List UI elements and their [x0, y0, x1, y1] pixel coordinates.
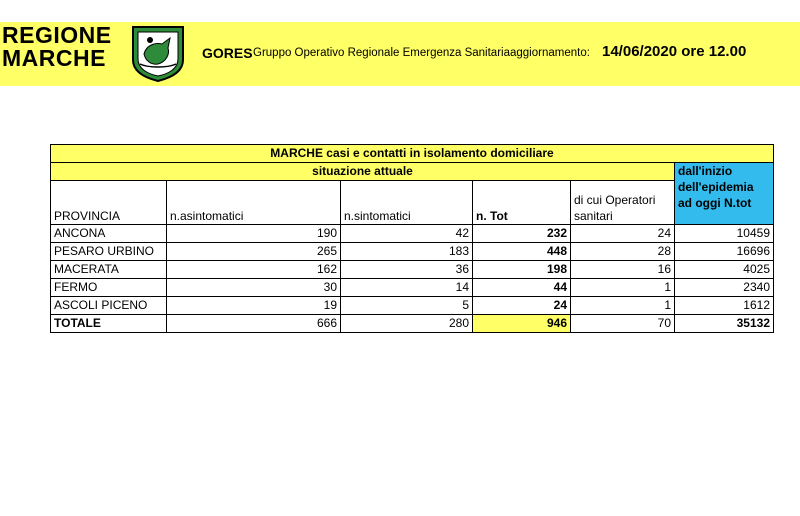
- cell-totale_epidemia: 4025: [675, 261, 774, 279]
- org-name: GORES: [202, 45, 253, 61]
- col-header-operatori: di cui Operatori sanitari: [571, 181, 675, 225]
- col-header-tot: n. Tot: [473, 181, 571, 225]
- total-asintomatici: 666: [167, 315, 341, 333]
- cell-tot: 24: [473, 297, 571, 315]
- cell-sintomatici: 36: [341, 261, 473, 279]
- cell-sintomatici: 14: [341, 279, 473, 297]
- total-label: TOTALE: [51, 315, 167, 333]
- cell-operatori: 1: [571, 279, 675, 297]
- cell-provincia: ASCOLI PICENO: [51, 297, 167, 315]
- table-header-row: [51, 181, 774, 225]
- table-subtitle-row: [51, 163, 774, 181]
- cell-operatori: 16: [571, 261, 675, 279]
- table-row: [51, 243, 774, 261]
- table-title-row: [51, 145, 774, 163]
- cell-totale_epidemia: 16696: [675, 243, 774, 261]
- cell-totale_epidemia: 2340: [675, 279, 774, 297]
- total-tot: 946: [473, 315, 571, 333]
- table-row: [51, 279, 774, 297]
- cell-sintomatici: 183: [341, 243, 473, 261]
- cell-operatori: 28: [571, 243, 675, 261]
- table-row: [51, 297, 774, 315]
- logo-line-1: REGIONE: [2, 22, 112, 48]
- cell-operatori: 1: [571, 297, 675, 315]
- isolation-table: [50, 144, 774, 333]
- cell-provincia: MACERATA: [51, 261, 167, 279]
- table-row: [51, 225, 774, 243]
- col-header-provincia: PROVINCIA: [51, 181, 167, 225]
- update-label: aggiornamento:: [510, 47, 590, 59]
- cell-operatori: 24: [571, 225, 675, 243]
- cell-asintomatici: 19: [167, 297, 341, 315]
- regione-marche-logo: [2, 24, 112, 70]
- org-description: Gruppo Operativo Regionale Emergenza Sanitaria: [253, 47, 510, 59]
- regione-marche-emblem-icon: [130, 24, 186, 82]
- cell-tot: 44: [473, 279, 571, 297]
- table-total-row: [51, 315, 774, 333]
- cell-tot: 198: [473, 261, 571, 279]
- table-row: [51, 261, 774, 279]
- cell-tot: 448: [473, 243, 571, 261]
- table-subtitle: situazione attuale: [51, 163, 675, 181]
- cell-asintomatici: 162: [167, 261, 341, 279]
- cell-provincia: FERMO: [51, 279, 167, 297]
- table-title: MARCHE casi e contatti in isolamento domiciliare: [51, 145, 774, 163]
- header-banner: [0, 22, 800, 86]
- cell-tot: 232: [473, 225, 571, 243]
- cell-totale_epidemia: 1612: [675, 297, 774, 315]
- total-sintomatici: 280: [341, 315, 473, 333]
- cell-sintomatici: 42: [341, 225, 473, 243]
- col-header-sintomatici: n.sintomatici: [341, 181, 473, 225]
- update-date: 14/06/2020 ore 12.00: [602, 43, 747, 60]
- cell-asintomatici: 265: [167, 243, 341, 261]
- cell-totale_epidemia: 10459: [675, 225, 774, 243]
- cell-provincia: ANCONA: [51, 225, 167, 243]
- logo-line-2: MARCHE: [2, 45, 106, 71]
- table-body: [51, 225, 774, 315]
- cell-provincia: PESARO URBINO: [51, 243, 167, 261]
- cell-sintomatici: 5: [341, 297, 473, 315]
- cell-asintomatici: 30: [167, 279, 341, 297]
- total-totale-epidemia: 35132: [675, 315, 774, 333]
- col-header-totale-epidemia: dall'inizio dell'epidemia ad oggi N.tot: [675, 163, 774, 225]
- total-operatori: 70: [571, 315, 675, 333]
- col-header-asintomatici: n.asintomatici: [167, 181, 341, 225]
- cell-asintomatici: 190: [167, 225, 341, 243]
